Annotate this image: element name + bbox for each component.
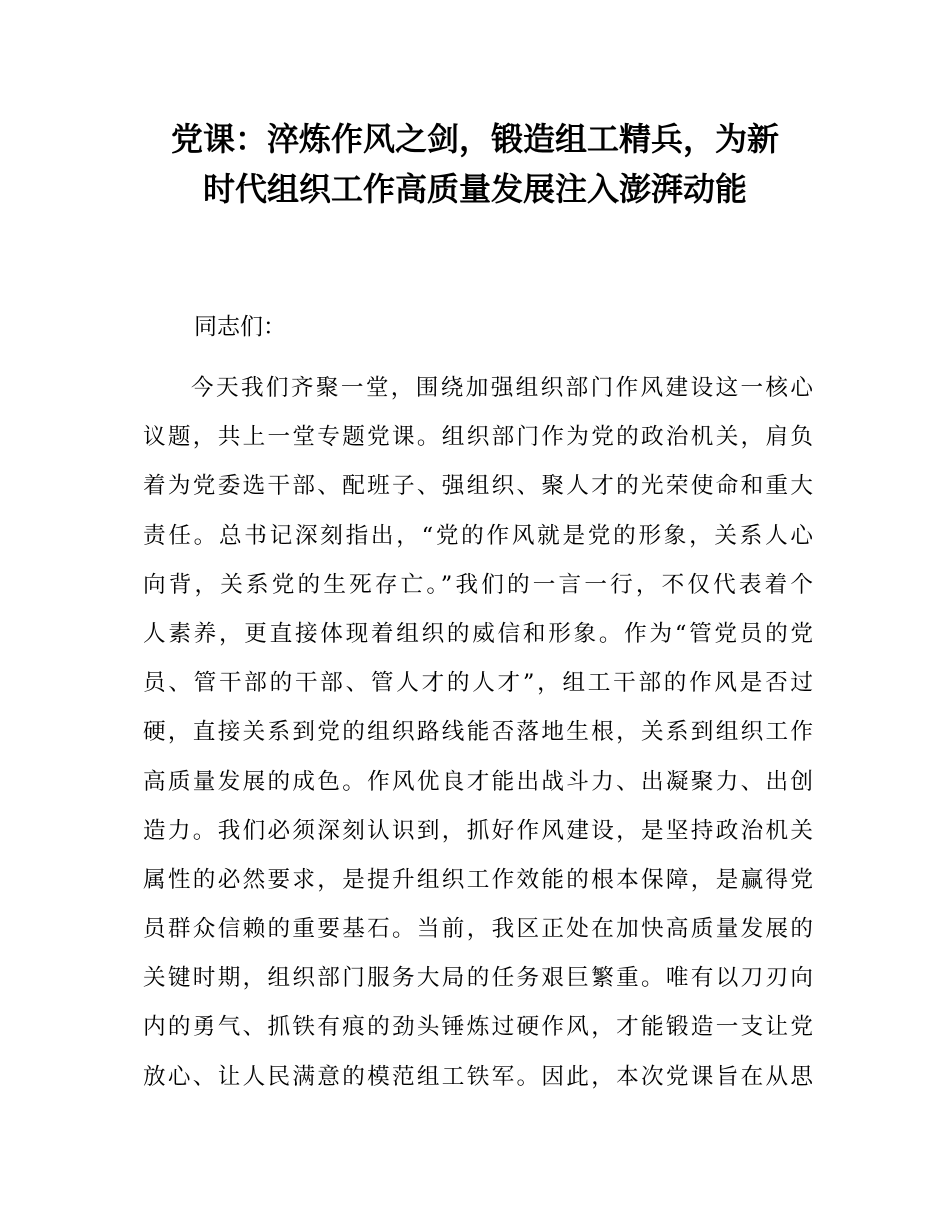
document-title bbox=[140, 114, 810, 214]
body-line: 员、管干部的干部、管人才的人才”，组工干部的作风是否过 bbox=[143, 670, 813, 697]
title-line-1: 党课：淬炼作风之剑，锻造组工精兵，为新 bbox=[170, 120, 779, 158]
body-line: 今天我们齐聚一堂，围绕加强组织部门作风建设这一核心 bbox=[191, 375, 813, 401]
body-line: 向背，关系党的生死存亡。”我们的一言一行，不仅代表着个 bbox=[143, 571, 813, 598]
body-line: 关键时期，组织部门服务大局的任务艰巨繁重。唯有以刀刃向 bbox=[143, 965, 813, 992]
body-line: 造力。我们必须深刻认识到，抓好作风建设，是坚持政治机关 bbox=[143, 817, 813, 844]
title-line-2: 时代组织工作高质量发展注入澎湃动能 bbox=[202, 170, 747, 208]
body-line: 属性的必然要求，是提升组织工作效能的根本保障，是赢得党 bbox=[143, 866, 813, 893]
body-line: 硬，直接关系到党的组织路线能否落地生根，关系到组织工作 bbox=[143, 719, 813, 746]
body-line: 放心、让人民满意的模范组工铁军。因此，本次党课旨在从思 bbox=[143, 1063, 813, 1090]
body-line: 内的勇气、抓铁有痕的劲头锤炼过硬作风，才能锻造一支让党 bbox=[143, 1014, 813, 1041]
body-line: 责任。总书记深刻指出，“党的作风就是党的形象，关系人心 bbox=[143, 522, 813, 549]
body-line: 高质量发展的成色。作风优良才能出战斗力、出凝聚力、出创 bbox=[143, 768, 813, 795]
body-line: 人素养，更直接体现着组织的威信和形象。作为“管党员的党 bbox=[143, 620, 813, 647]
body-line: 着为党委选干部、配班子、强组织、聚人才的光荣使命和重大 bbox=[143, 473, 813, 500]
body-line: 员群众信赖的重要基石。当前，我区正处在加快高质量发展的 bbox=[143, 916, 813, 943]
body-line: 议题，共上一堂专题党课。组织部门作为党的政治机关，肩负 bbox=[143, 424, 813, 451]
body-paragraph bbox=[143, 364, 813, 1102]
salutation: 同志们： bbox=[194, 314, 286, 340]
